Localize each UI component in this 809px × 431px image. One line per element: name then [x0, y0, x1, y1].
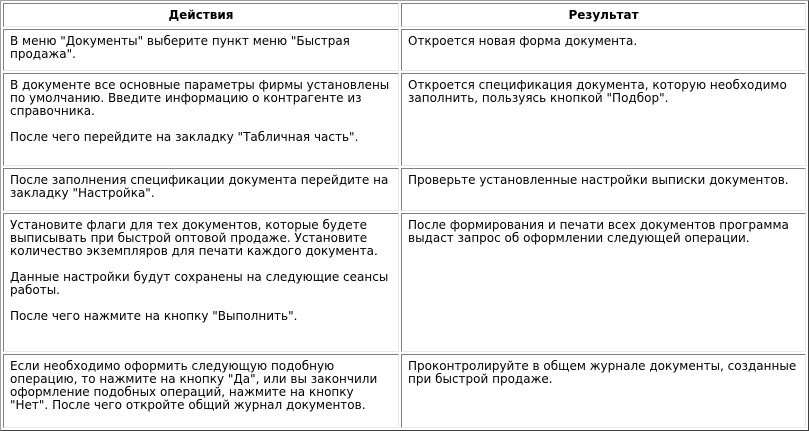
result-text: Проконтролируйте в общем журнале документы, созданные при быстрой продаже. — [408, 359, 797, 387]
actions-cell — [3, 168, 399, 210]
result-cell — [401, 168, 806, 210]
result-cell — [401, 213, 806, 352]
actions-cell — [3, 29, 399, 71]
result-cell — [401, 29, 806, 71]
header-actions: Действия — [3, 3, 399, 27]
table-row — [3, 73, 806, 166]
actions-text: В меню "Документы" выберите пункт меню "Быстрая продажа". — [10, 34, 350, 61]
table-row — [3, 168, 806, 210]
actions-text: Установите флаги для тех документов, которые будете выписывать при быстрой оптовой продаже. Установите количество экземпляров для печати каждого документа. — [10, 217, 378, 258]
actions-cell — [3, 213, 399, 352]
header-result: Результат — [401, 3, 806, 27]
actions-text: Если необходимо оформить следующую подобную операцию, то нажмите на кнопку "Да", или вы закончили оформление подобных операций, нажмите на кнопку "Нет". После чего откройте общий журнал документов. — [10, 359, 378, 413]
table-row — [3, 29, 806, 71]
actions-text: После чего нажмите на кнопку "Выполнить". — [10, 308, 298, 323]
actions-text: После чего перейдите на закладку "Табличная часть". — [10, 130, 359, 145]
table-row — [3, 354, 806, 428]
actions-cell — [3, 354, 399, 428]
result-cell — [401, 73, 806, 166]
result-text: Проверьте установленные настройки выписки документов. — [408, 173, 789, 188]
table-row — [3, 213, 806, 352]
result-text: Откроется спецификация документа, которую необходимо заполнить, пользуясь кнопкой "Подбор". — [408, 78, 787, 106]
table-header-row — [3, 3, 806, 27]
result-text: После формирования и печати всех документов программа выдаст запрос об оформлении следующей операции. — [408, 217, 789, 245]
result-text: Откроется новая форма документа. — [408, 34, 638, 48]
actions-text: После заполнения спецификации документа перейдите на закладку "Настройка". — [10, 173, 389, 201]
result-cell — [401, 354, 806, 428]
actions-cell — [3, 73, 399, 166]
actions-text: В документе все основные параметры фирмы установлены по умолчанию. Введите информацию о контрагенте из справочника. — [10, 78, 390, 119]
actions-text: Данные настройки будут сохранены на следующие сеансы работы. — [10, 269, 389, 297]
